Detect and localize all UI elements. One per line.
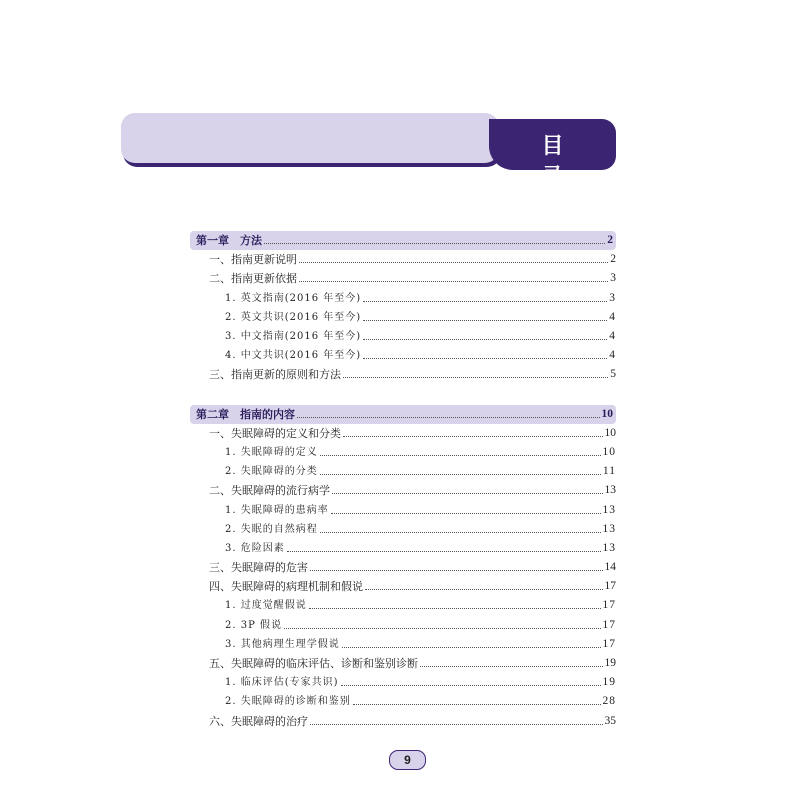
toc-entry-label: 五、失眠障碍的临床评估、诊断和鉴别诊断: [209, 657, 418, 671]
toc-leader-dots: [299, 262, 608, 263]
toc-entry-label: 2. 失眠障碍的诊断和鉴别: [225, 696, 351, 708]
toc-entry-row[interactable]: [193, 365, 616, 384]
toc-entry-row[interactable]: [193, 558, 616, 577]
toc-entry-label: 1. 英文指南(2016 年至今): [225, 292, 362, 304]
toc-entry-label: 第一章 方法: [196, 234, 262, 248]
toc-leader-dots: [309, 608, 601, 609]
toc-page-number: 4: [609, 310, 616, 323]
toc-entry-label: 1. 失眠障碍的定义: [225, 446, 318, 458]
toc-page-number: 17: [602, 637, 616, 650]
toc-entry-label: 2. 3P 假说: [225, 619, 282, 631]
toc-page-number: 11: [602, 465, 616, 478]
toc-leader-dots: [297, 417, 600, 418]
toc-page-number: 17: [602, 599, 616, 612]
banner-title-box: [489, 119, 646, 190]
toc-leader-dots: [310, 724, 603, 725]
toc-entry-label: 3. 危险因素: [225, 542, 285, 554]
banner-light-bar: [121, 113, 499, 163]
toc-entry-label: 第二章 指南的内容: [196, 407, 295, 421]
toc-page-number: 13: [602, 503, 616, 516]
page-title: 目 录: [541, 134, 646, 190]
toc-leader-dots: [363, 339, 607, 340]
toc-leader-dots: [331, 513, 601, 514]
toc-page-number: 3: [610, 272, 616, 285]
toc-leader-dots: [363, 301, 607, 302]
toc-leader-dots: [342, 647, 601, 648]
toc-entry-row[interactable]: [193, 635, 616, 654]
toc-entry-label: 四、失眠障碍的病理机制和假说: [209, 580, 363, 594]
toc-entry-row[interactable]: [193, 346, 616, 365]
toc-page-number: 28: [602, 695, 616, 708]
header-banner: [121, 113, 646, 190]
toc-page-number: 4: [609, 349, 616, 362]
toc-page-number: 19: [602, 676, 616, 689]
toc-page-number: 17: [604, 580, 616, 593]
toc-entry-row[interactable]: [193, 577, 616, 596]
toc-entry-row[interactable]: [193, 520, 616, 539]
toc-entry-label: 2. 英文共识(2016 年至今): [225, 311, 362, 323]
toc-leader-dots: [332, 493, 603, 494]
toc-chapter-row[interactable]: [190, 231, 616, 250]
table-of-contents: [193, 231, 616, 731]
toc-entry-label: 三、失眠障碍的危害: [209, 561, 308, 575]
toc-entry-row[interactable]: [193, 250, 616, 269]
toc-page-number: 13: [604, 484, 616, 497]
toc-entry-label: 三、指南更新的原则和方法: [209, 368, 341, 382]
toc-leader-dots: [287, 551, 601, 552]
toc-page-number: 2: [610, 253, 616, 266]
toc-page-number: 4: [609, 330, 616, 343]
toc-entry-row[interactable]: [193, 673, 616, 692]
toc-entry-row[interactable]: [193, 443, 616, 462]
toc-entry-row[interactable]: [193, 462, 616, 481]
toc-entry-label: 六、失眠障碍的治疗: [209, 714, 308, 728]
toc-entry-label: 2. 失眠的自然病程: [225, 523, 318, 535]
toc-leader-dots: [299, 281, 608, 282]
toc-entry-label: 4. 中文共识(2016 年至今): [225, 350, 362, 362]
toc-page-number: 5: [610, 368, 616, 381]
toc-entry-row[interactable]: [193, 539, 616, 558]
toc-page-number: 10: [601, 407, 613, 420]
toc-page-number: 19: [604, 657, 616, 670]
toc-chapter-row[interactable]: [190, 405, 616, 424]
toc-entry-label: 1. 过度觉醒假说: [225, 600, 307, 612]
toc-entry-label: 2. 失眠障碍的分类: [225, 466, 318, 478]
toc-page-number: 13: [602, 541, 616, 554]
toc-entry-row[interactable]: [193, 596, 616, 615]
toc-page-number: 17: [602, 618, 616, 631]
toc-leader-dots: [310, 570, 603, 571]
toc-entry-label: 3. 其他病理生理学假说: [225, 638, 340, 650]
toc-leader-dots: [363, 320, 607, 321]
toc-entry-row[interactable]: [193, 481, 616, 500]
toc-leader-dots: [284, 628, 601, 629]
toc-entry-label: 1. 失眠障碍的患病率: [225, 504, 329, 516]
toc-leader-dots: [341, 685, 601, 686]
toc-entry-label: 二、指南更新依据: [209, 272, 297, 286]
toc-leader-dots: [320, 474, 601, 475]
toc-entry-label: 一、指南更新说明: [209, 253, 297, 267]
toc-page-number: 35: [604, 714, 616, 727]
toc-entry-row[interactable]: [193, 654, 616, 673]
toc-leader-dots: [343, 436, 603, 437]
toc-page-number: 3: [609, 291, 616, 304]
toc-entry-row[interactable]: [193, 289, 616, 308]
toc-page-number: 10: [602, 445, 616, 458]
toc-page-number: 13: [602, 522, 616, 535]
toc-leader-dots: [343, 377, 608, 378]
toc-page-number: 10: [604, 426, 616, 439]
toc-leader-dots: [363, 358, 607, 359]
toc-entry-label: 二、失眠障碍的流行病学: [209, 484, 330, 498]
toc-page-number: 2: [607, 234, 613, 247]
toc-entry-label: 3. 中文指南(2016 年至今): [225, 331, 362, 343]
toc-entry-row[interactable]: [193, 327, 616, 346]
toc-leader-dots: [420, 666, 603, 667]
toc-leader-dots: [264, 243, 605, 244]
toc-leader-dots: [320, 532, 601, 533]
toc-entry-label: 1. 临床评估(专家共识): [225, 677, 339, 689]
toc-entry-row[interactable]: [193, 308, 616, 327]
toc-page-number: 14: [604, 561, 616, 574]
page-number: 9: [389, 750, 426, 770]
toc-entry-row[interactable]: [193, 692, 616, 711]
toc-entry-row[interactable]: [193, 616, 616, 635]
toc-leader-dots: [365, 589, 603, 590]
toc-leader-dots: [353, 704, 601, 705]
toc-leader-dots: [320, 455, 601, 456]
toc-entry-label: 一、失眠障碍的定义和分类: [209, 426, 341, 440]
toc-entry-row[interactable]: [193, 712, 616, 731]
toc-gap: [193, 385, 616, 405]
toc-entry-row[interactable]: [193, 269, 616, 288]
toc-entry-row[interactable]: [193, 500, 616, 519]
toc-entry-row[interactable]: [193, 424, 616, 443]
